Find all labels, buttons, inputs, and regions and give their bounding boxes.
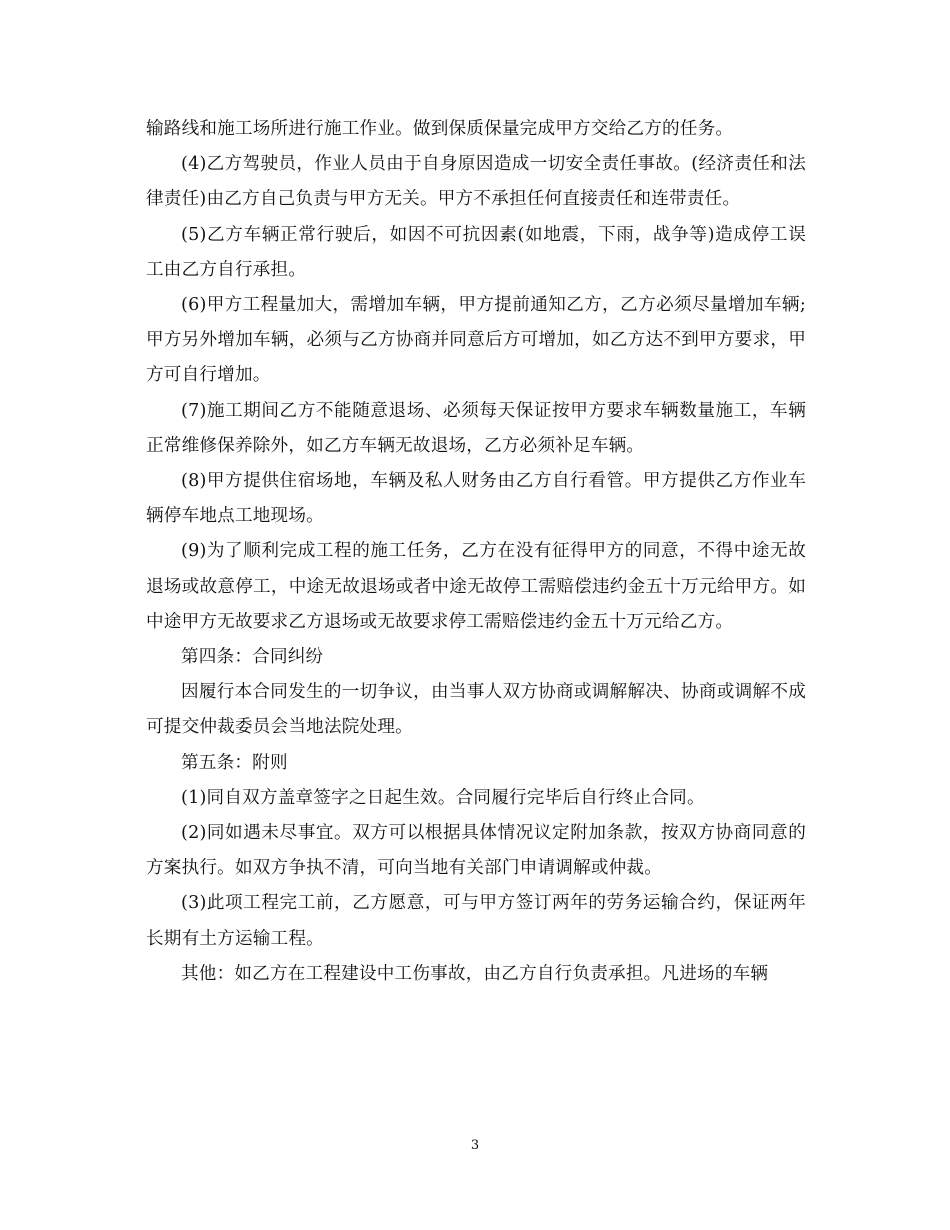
paragraph-11: (3)此项工程完工前，乙方愿意，可与甲方签订两年的劳务运输合约，保证两年长期有土方运输工程。 <box>146 893 806 949</box>
section-heading-article-4: 第四条：合同纠纷 <box>181 647 324 668</box>
document-body <box>146 112 806 992</box>
paragraph-7: (9)为了顺利完成工程的施工任务，乙方在没有征得甲方的同意，不得中途无故退场或故意停工，中途无故退场或者中途无故停工需赔偿违约金五十万元给甲方。如中途甲方无故要求乙方退场或无故要求停工需赔偿违约金五十万元给乙方。 <box>146 541 806 632</box>
paragraph-12: 其他：如乙方在工程建设中工伤事故，由乙方自行负责承担。凡进场的车辆 <box>181 963 769 984</box>
page-number: 3 <box>470 1138 480 1153</box>
paragraph-2: (4)乙方驾驶员，作业人员由于自身原因造成一切安全责任事故。(经济责任和法律责任)由乙方自己负责与甲方无关。甲方不承担任何直接责任和连带责任。 <box>146 154 806 210</box>
paragraph-10: (2)同如遇未尽事宜。双方可以根据具体情况议定附加条款，按双方协商同意的方案执行。如双方争执不清，可向当地有关部门申请调解或仲裁。 <box>146 823 806 879</box>
paragraph-3: (5)乙方车辆正常行驶后，如因不可抗因素(如地震，下雨，战争等)造成停工误工由乙方自行承担。 <box>146 224 806 280</box>
paragraph-4: (6)甲方工程量加大，需增加车辆，甲方提前通知乙方，乙方必须尽量增加车辆;甲方另外增加车辆，必须与乙方协商并同意后方可增加，如乙方达不到甲方要求，甲方可自行增加。 <box>146 295 806 386</box>
section-heading-article-5: 第五条：附则 <box>181 752 288 773</box>
paragraph-5: (7)施工期间乙方不能随意退场、必须每天保证按甲方要求车辆数量施工，车辆正常维修保养除外，如乙方车辆无故退场，乙方必须补足车辆。 <box>146 400 806 456</box>
paragraph-9: (1)同自双方盖章签字之日起生效。合同履行完毕后自行终止合同。 <box>181 787 705 808</box>
paragraph-8: 因履行本合同发生的一切争议，由当事人双方协商或调解解决、协商或调解不成可提交仲裁委员会当地法院处理。 <box>146 682 806 738</box>
paragraph-1: 输路线和施工场所进行施工作业。做到保质保量完成甲方交给乙方的任务。 <box>146 119 734 139</box>
paragraph-6: (8)甲方提供住宿场地，车辆及私人财务由乙方自行看管。甲方提供乙方作业车辆停车地点工地现场。 <box>146 471 806 527</box>
